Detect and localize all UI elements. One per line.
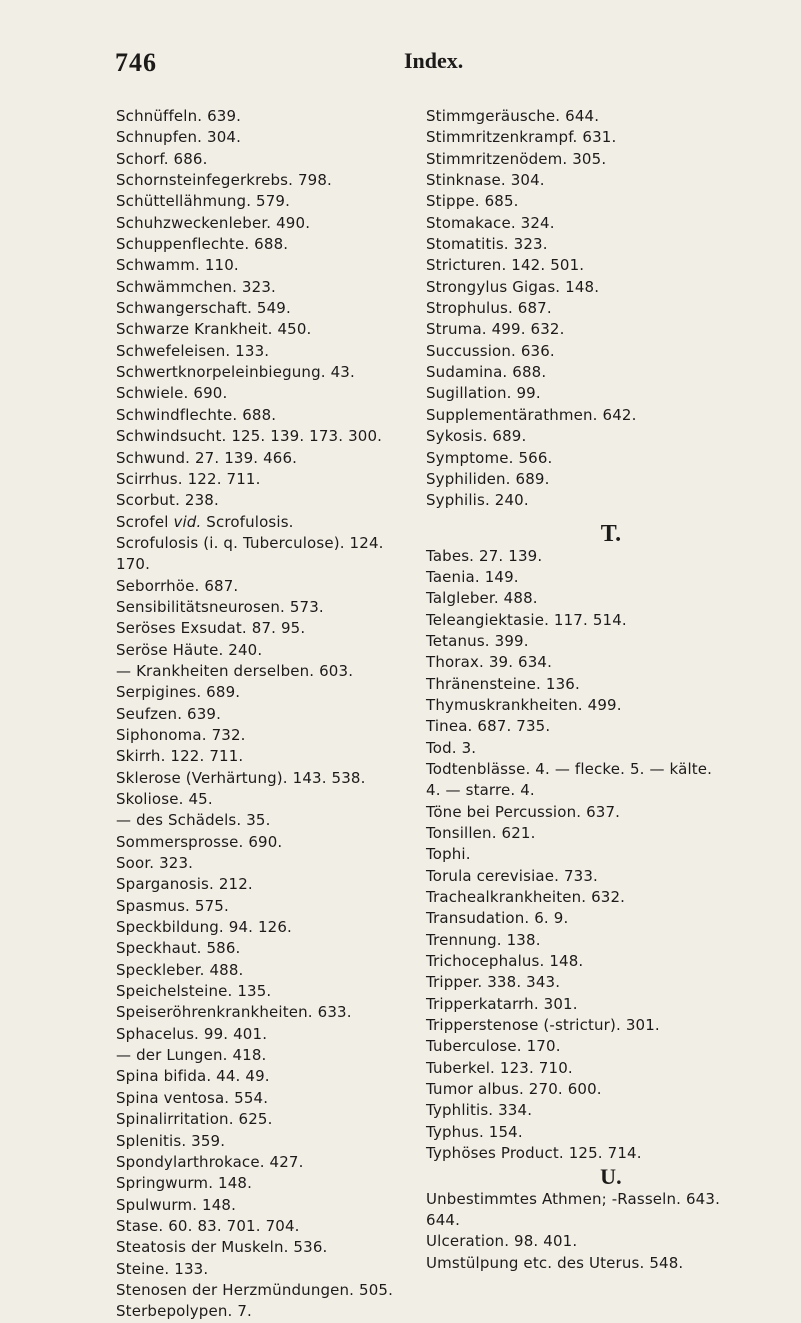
index-entry: Schwangerschaft. 549.	[116, 299, 291, 318]
index-entry: Scrofel vid. Scrofulosis.	[116, 512, 294, 531]
index-entry: Stimmritzenkrampf. 631.	[426, 128, 617, 147]
index-entry: Schuppenflechte. 688.	[116, 235, 289, 254]
index-entry: Symptome. 566.	[426, 448, 553, 467]
index-entry: Stenosen der Herzmündungen. 505.	[116, 1280, 394, 1299]
index-entry: Sterbepolypen. 7.	[116, 1302, 252, 1321]
index-entry: Schüttellähmung. 579.	[116, 192, 291, 211]
index-entry: 4. — starre. 4.	[426, 781, 535, 800]
index-entry: Stase. 60. 83. 701. 704.	[116, 1216, 300, 1235]
index-entry: Succussion. 636.	[426, 341, 555, 360]
index-entry: Speichelsteine. 135.	[116, 982, 272, 1001]
index-entry: Talgleber. 488.	[426, 589, 538, 608]
index-entry: Spondylarthrokace. 427.	[116, 1152, 304, 1171]
index-entry: Springwurm. 148.	[116, 1174, 253, 1193]
index-entry: Schwarze Krankheit. 450.	[116, 320, 312, 339]
index-entry: Scirrhus. 122. 711.	[116, 469, 261, 488]
index-entry: Soor. 323.	[116, 854, 194, 873]
index-entry: Seborrhöe. 687.	[116, 576, 239, 595]
index-entry: Tuberkel. 123. 710.	[426, 1058, 573, 1077]
index-entry: Sykosis. 689.	[426, 427, 527, 446]
index-entry: Tod. 3.	[426, 738, 477, 757]
index-entry: Schnüffeln. 639.	[116, 107, 242, 125]
index-entry: Typhöses Product. 125. 714.	[426, 1144, 642, 1163]
index-entry: Siphonoma. 732.	[116, 725, 246, 744]
index-entry: Speckhaut. 586.	[116, 939, 241, 958]
index-entry: Schuhzweckenleber. 490.	[116, 213, 311, 232]
u-entries	[426, 1189, 796, 1274]
index-entry: Schwefeleisen. 133.	[116, 341, 270, 360]
index-entry: Stinknase. 304.	[426, 171, 545, 190]
index-entry: Ulceration. 98. 401.	[426, 1232, 578, 1251]
index-entry: Taenia. 149.	[426, 567, 519, 586]
index-entry: Trichocephalus. 148.	[426, 952, 584, 971]
index-entry: Spina ventosa. 554.	[116, 1088, 269, 1107]
index-entry: Speckleber. 488.	[116, 960, 244, 979]
index-entry: Stomakace. 324.	[426, 213, 555, 232]
index-entry: Tophi.	[426, 845, 471, 864]
index-entry: Töne bei Percussion. 637.	[426, 802, 621, 821]
index-entry: Sensibilitätsneurosen. 573.	[116, 597, 324, 616]
index-entry: Sommersprosse. 690.	[116, 832, 283, 851]
index-entry: Trachealkrankheiten. 632.	[426, 888, 626, 907]
index-entry: Stimmritzenödem. 305.	[426, 149, 607, 168]
index-entry: Struma. 499. 632.	[426, 320, 565, 339]
index-entry: Steine. 133.	[116, 1259, 209, 1278]
index-entry: Tabes. 27. 139.	[426, 546, 543, 565]
running-title: Index.	[404, 48, 464, 73]
index-entry: Scorbut. 238.	[116, 491, 219, 510]
index-entry: Schwertknorpeleinbiegung. 43.	[116, 363, 355, 382]
index-entry: Sparganosis. 212.	[116, 875, 253, 894]
index-entry: Tripperkatarrh. 301.	[426, 994, 578, 1013]
index-entry: Strongylus Gigas. 148.	[426, 277, 600, 296]
index-entry: Scrofulosis (i. q. Tuberculose). 124.	[116, 533, 384, 552]
index-entry: Tetanus. 399.	[426, 631, 529, 650]
index-entry: Schwindsucht. 125. 139. 173. 300.	[116, 427, 383, 446]
index-entry: Skirrh. 122. 711.	[116, 747, 244, 766]
index-entry: Speckbildung. 94. 126.	[116, 918, 292, 937]
index-entry: Strophulus. 687.	[426, 299, 552, 318]
index-entry: Steatosis der Muskeln. 536.	[116, 1238, 328, 1257]
index-entry: Tinea. 687. 735.	[426, 717, 551, 736]
index-entry: Umstülpung etc. des Uterus. 548.	[426, 1253, 684, 1272]
index-entry: Thränensteine. 136.	[426, 674, 580, 693]
index-entry: Stomatitis. 323.	[426, 235, 548, 254]
index-entry: — des Schädels. 35.	[116, 811, 271, 830]
index-entry: Teleangiektasie. 117. 514.	[426, 610, 627, 629]
index-entry: Schwämmchen. 323.	[116, 277, 276, 296]
index-entry: Tripperstenose (-strictur). 301.	[426, 1016, 660, 1035]
index-entry: Spulwurm. 148.	[116, 1195, 237, 1214]
index-entry: Sphacelus. 99. 401.	[116, 1024, 268, 1043]
index-entry: Speiseröhrenkrankheiten. 633.	[116, 1003, 352, 1022]
index-entry: Schnupfen. 304.	[116, 128, 242, 147]
index-entry: Schwiele. 690.	[116, 384, 228, 403]
page-header	[0, 28, 801, 77]
index-entry: Tripper. 338. 343.	[426, 973, 561, 992]
index-entry: Stippe. 685.	[426, 192, 519, 211]
index-entry: Syphiliden. 689.	[426, 469, 550, 488]
index-entry: Schornsteinfegerkrebs. 798.	[116, 171, 332, 190]
index-entry: Spina bifida. 44. 49.	[116, 1067, 270, 1086]
index-entry: Tuberculose. 170.	[426, 1037, 561, 1056]
index-entry: Todtenblässe. 4. — flecke. 5. — kälte.	[426, 759, 713, 778]
index-entry: — der Lungen. 418.	[116, 1046, 267, 1065]
index-entry: Schwamm. 110.	[116, 256, 239, 275]
section-letter-u: U.	[600, 1163, 622, 1189]
index-entry: Transudation. 6. 9.	[426, 909, 569, 928]
index-entry: Sudamina. 688.	[426, 363, 547, 382]
index-entry: Thorax. 39. 634.	[426, 653, 553, 672]
index-entry: Typhus. 154.	[426, 1122, 523, 1141]
index-entry: Splenitis. 359.	[116, 1131, 226, 1150]
index-entry: Tumor albus. 270. 600.	[426, 1080, 602, 1099]
index-entry: Schorf. 686.	[116, 149, 208, 168]
t-entries	[426, 546, 796, 1165]
index-entry: Schwund. 27. 139. 466.	[116, 448, 298, 467]
index-entry: Torula cerevisiae. 733.	[426, 866, 598, 885]
section-letter-t: T.	[600, 520, 622, 547]
index-entry: Skoliose. 45.	[116, 790, 213, 808]
index-entry: Typhlitis. 334.	[426, 1101, 533, 1120]
page-number: 746	[115, 48, 157, 77]
index-entry: — Krankheiten derselben. 603.	[116, 661, 354, 680]
index-entry: Serpigines. 689.	[116, 683, 241, 702]
index-entry: Schwindflechte. 688.	[116, 405, 277, 424]
index-entry: Thymuskrankheiten. 499.	[426, 695, 622, 714]
s-entries	[426, 106, 796, 512]
index-entry: Spinalirritation. 625.	[116, 1110, 273, 1129]
index-entry: 170.	[116, 555, 150, 574]
left-column	[116, 106, 416, 1323]
index-entry: Seröses Exsudat. 87. 95.	[116, 619, 306, 638]
index-entry: Syphilis. 240.	[426, 491, 529, 510]
index-entry: Trennung. 138.	[426, 930, 541, 949]
index-entry: Sugillation. 99.	[426, 384, 541, 403]
index-entry: Spasmus. 575.	[116, 896, 229, 915]
index-entry: Unbestimmtes Athmen; -Rasseln. 643.	[426, 1189, 720, 1208]
right-column	[426, 106, 796, 1274]
index-entry: Seufzen. 639.	[116, 704, 222, 723]
index-entry: Stimmgeräusche. 644.	[426, 107, 600, 125]
index-entry: Sklerose (Verhärtung). 143. 538.	[116, 768, 366, 787]
index-entry: Supplementärathmen. 642.	[426, 405, 637, 424]
index-entry: 644.	[426, 1210, 460, 1229]
index-entry: Seröse Häute. 240.	[116, 640, 263, 659]
index-entry: Stricturen. 142. 501.	[426, 256, 585, 275]
index-entry: Tonsillen. 621.	[426, 824, 536, 842]
